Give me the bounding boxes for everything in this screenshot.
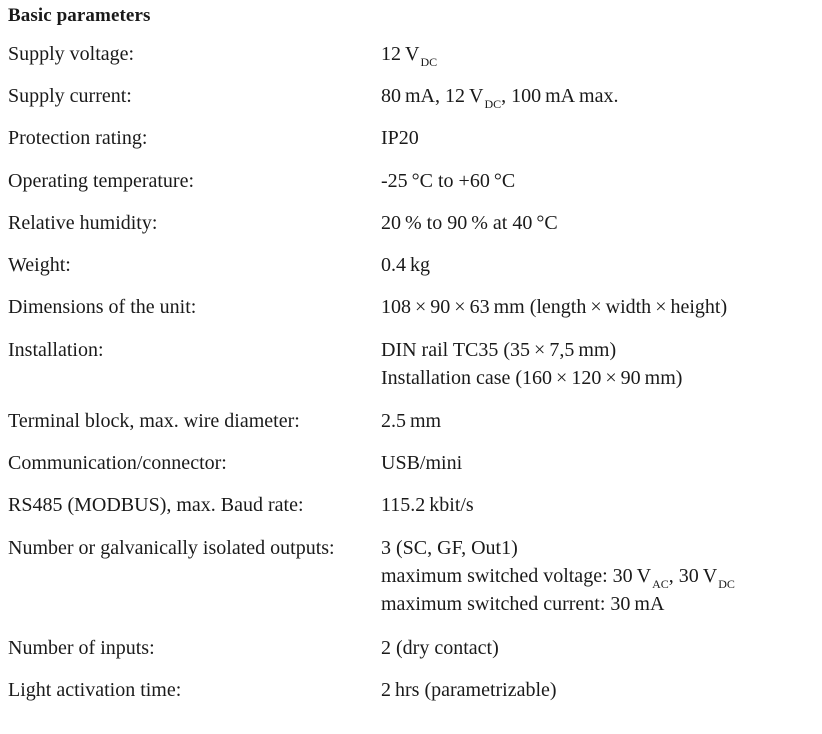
section-heading: Basic parameters <box>8 5 151 26</box>
parameter-label: Communication/connector: <box>8 452 227 474</box>
parameter-label: Weight: <box>8 254 71 276</box>
value-text: 2 (dry contact) <box>381 637 499 659</box>
parameter-value-line <box>381 293 727 321</box>
value-text: 3 (SC, GF, Out1) <box>381 537 518 559</box>
parameter-value-line <box>381 534 735 562</box>
parameter-value-line <box>381 407 441 435</box>
parameter-label: Number of inputs: <box>8 637 155 659</box>
value-text: 80 mA, 12 V <box>381 85 484 107</box>
parameter-value <box>381 124 419 152</box>
parameter-value <box>381 491 474 519</box>
parameter-value <box>381 336 682 392</box>
parameter-label: Light activation time: <box>8 679 182 701</box>
value-subscript: DC <box>484 97 502 111</box>
parameter-value <box>381 82 618 110</box>
value-text: , 100 mA max. <box>501 85 619 107</box>
value-text: maximum switched current: 30 mA <box>381 593 665 615</box>
value-text: -25 °C to +60 °C <box>381 170 516 192</box>
parameter-value-line <box>381 491 474 519</box>
value-text: Installation case (160 × 120 × 90 mm) <box>381 367 683 389</box>
parameter-value-line <box>381 336 682 364</box>
value-text: USB/mini <box>381 452 463 474</box>
parameter-value <box>381 293 727 321</box>
parameter-value-line <box>381 251 430 279</box>
parameter-value-line <box>381 82 618 110</box>
parameter-value <box>381 534 735 618</box>
parameter-value <box>381 676 557 704</box>
parameter-value <box>381 634 499 662</box>
parameter-value-line <box>381 562 735 590</box>
parameter-label: Operating temperature: <box>8 170 195 192</box>
parameter-value <box>381 251 430 279</box>
value-text: 115.2 kbit/s <box>381 494 474 516</box>
parameter-label: Terminal block, max. wire diameter: <box>8 410 300 432</box>
parameter-value-line <box>381 676 557 704</box>
parameter-label: Dimensions of the unit: <box>8 296 197 318</box>
value-text: maximum switched voltage: 30 V <box>381 565 652 587</box>
parameter-value <box>381 209 558 237</box>
value-text: 0.4 kg <box>381 254 431 276</box>
parameter-value-line <box>381 40 437 68</box>
parameter-value <box>381 449 462 477</box>
value-text: 12 V <box>381 43 420 65</box>
value-text: 2 hrs (parametrizable) <box>381 679 557 701</box>
parameter-value-line <box>381 364 682 392</box>
value-subscript: AC <box>652 577 669 591</box>
parameter-value-line <box>381 634 499 662</box>
parameter-label: Number or galvanically isolated outputs: <box>8 537 335 559</box>
parameter-label: Relative humidity: <box>8 212 158 234</box>
parameter-label: Supply voltage: <box>8 43 135 65</box>
parameter-label: RS485 (MODBUS), max. Baud rate: <box>8 494 304 516</box>
value-text: , 30 V <box>668 565 718 587</box>
parameter-value-line <box>381 167 515 195</box>
parameter-label: Supply current: <box>8 85 132 107</box>
value-text: 2.5 mm <box>381 410 442 432</box>
parameter-value-line <box>381 449 462 477</box>
value-text: 108 × 90 × 63 mm (length × width × height) <box>381 296 728 318</box>
value-text: 20 % to 90 % at 40 °C <box>381 212 558 234</box>
value-subscript: DC <box>718 577 735 591</box>
value-subscript: DC <box>420 55 438 69</box>
parameter-label: Protection rating: <box>8 127 148 149</box>
parameter-value-line <box>381 590 735 618</box>
parameter-value-line <box>381 124 419 152</box>
parameter-label: Installation: <box>8 339 104 361</box>
parameter-value <box>381 40 437 68</box>
value-text: IP20 <box>381 127 419 149</box>
parameter-value <box>381 167 515 195</box>
parameter-value-line <box>381 209 558 237</box>
parameter-value <box>381 407 441 435</box>
value-text: DIN rail TC35 (35 × 7,5 mm) <box>381 339 617 361</box>
